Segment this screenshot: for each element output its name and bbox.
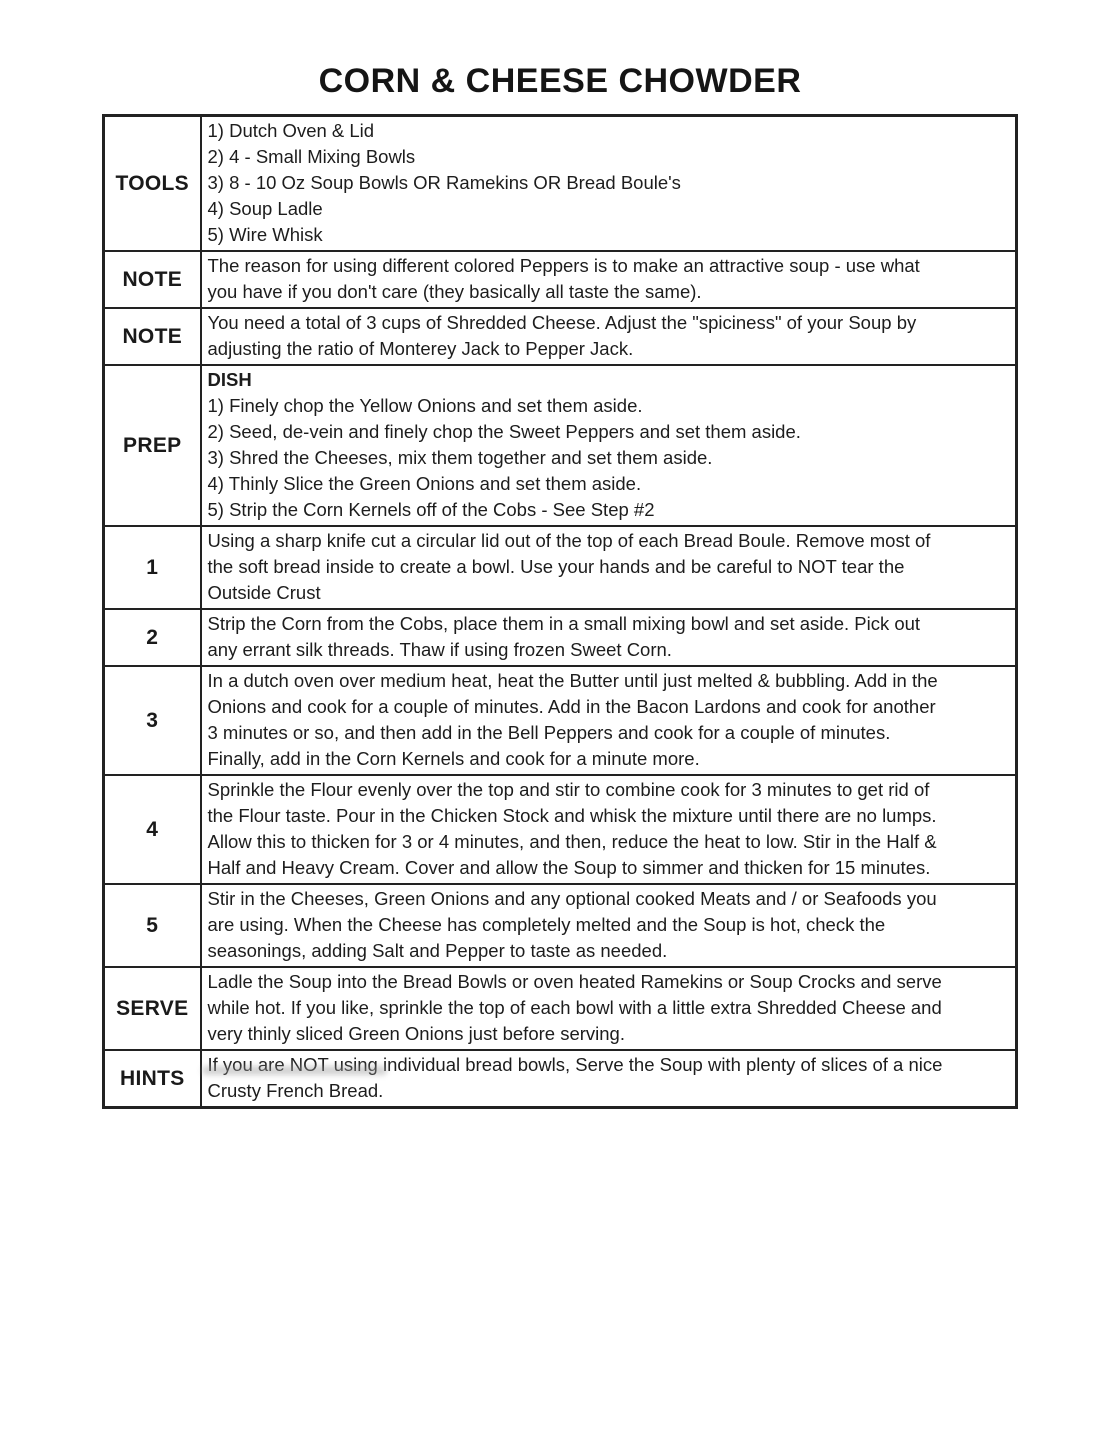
row-content (201, 666, 1017, 775)
row-content (201, 609, 1017, 666)
content-line: any errant silk threads. Thaw if using frozen Sweet Corn. (207, 639, 672, 660)
content-line: 3) 8 - 10 Oz Soup Bowls OR Ramekins OR Bread Boule's (207, 172, 681, 193)
table-row (104, 308, 1017, 365)
content-line: Strip the Corn from the Cobs, place them in a small mixing bowl and set aside. Pick out (207, 613, 921, 634)
content-line: Onions and cook for a couple of minutes. Add in the Bacon Lardons and cook for another (207, 696, 936, 717)
table-row (104, 884, 1017, 967)
table-row (104, 365, 1017, 526)
row-label: 1 (104, 526, 201, 609)
row-label: 3 (104, 666, 201, 775)
content-line: you have if you don't care (they basically all taste the same). (207, 281, 702, 302)
content-line: are using. When the Cheese has completely melted and the Soup is hot, check the (207, 914, 886, 935)
row-label: NOTE (104, 251, 201, 308)
content-line: The reason for using different colored Peppers is to make an attractive soup - use what (207, 255, 920, 276)
content-line: the Flour taste. Pour in the Chicken Stock and whisk the mixture until there are no lumps. (207, 805, 937, 826)
content-line: In a dutch oven over medium heat, heat the Butter until just melted & bubbling. Add in the (207, 670, 938, 691)
content-line: Finally, add in the Corn Kernels and cook for a minute more. (207, 748, 700, 769)
row-label: NOTE (104, 308, 201, 365)
content-line: 5) Strip the Corn Kernels off of the Cobs - See Step #2 (207, 499, 655, 520)
content-line: Stir in the Cheeses, Green Onions and any optional cooked Meats and / or Seafoods you (207, 888, 937, 909)
row-content (201, 365, 1017, 526)
row-label: TOOLS (104, 116, 201, 252)
row-content (201, 967, 1017, 1050)
row-label: PREP (104, 365, 201, 526)
table-row (104, 609, 1017, 666)
content-line: 1) Dutch Oven & Lid (207, 120, 375, 141)
table-row (104, 526, 1017, 609)
row-content (201, 775, 1017, 884)
table-row (104, 666, 1017, 775)
content-line: adjusting the ratio of Monterey Jack to Pepper Jack. (207, 338, 634, 359)
content-line: Crusty French Bread. (207, 1080, 384, 1101)
content-line: the soft bread inside to create a bowl. Use your hands and be careful to NOT tear the (207, 556, 905, 577)
content-line: Outside Crust (207, 582, 321, 603)
content-line: If you are NOT using individual bread bowls, Serve the Soup with plenty of slices of a nice (207, 1054, 943, 1075)
recipe-title: CORN & CHEESE CHOWDER (318, 62, 802, 100)
content-line: 2) 4 - Small Mixing Bowls (207, 146, 416, 167)
content-line: 1) Finely chop the Yellow Onions and set them aside. (207, 395, 643, 416)
content-line: 3 minutes or so, and then add in the Bell Peppers and cook for a couple of minutes. (207, 722, 891, 743)
table-row (104, 116, 1017, 252)
content-line: Using a sharp knife cut a circular lid out of the top of each Bread Boule. Remove most of (207, 530, 931, 551)
content-line: very thinly sliced Green Onions just before serving. (207, 1023, 625, 1044)
content-line: Sprinkle the Flour evenly over the top and stir to combine cook for 3 minutes to get rid of (207, 779, 930, 800)
recipe-table-body (104, 116, 1017, 1108)
row-content (201, 526, 1017, 609)
content-line: 5) Wire Whisk (207, 224, 323, 245)
row-content (201, 308, 1017, 365)
scan-artifact (202, 1066, 387, 1075)
content-line: Half and Heavy Cream. Cover and allow the Soup to simmer and thicken for 15 minutes. (207, 857, 931, 878)
row-label: SERVE (104, 967, 201, 1050)
row-content (201, 251, 1017, 308)
row-content (201, 116, 1017, 252)
content-line: 2) Seed, de-vein and finely chop the Sweet Peppers and set them aside. (207, 421, 801, 442)
content-line: You need a total of 3 cups of Shredded Cheese. Adjust the "spiciness" of your Soup by (207, 312, 917, 333)
table-row (104, 775, 1017, 884)
row-label: 4 (104, 775, 201, 884)
table-row (104, 251, 1017, 308)
row-content (201, 884, 1017, 967)
row-label: 2 (104, 609, 201, 666)
row-label: HINTS (104, 1050, 201, 1108)
content-line: 4) Thinly Slice the Green Onions and set them aside. (207, 473, 642, 494)
row-content (201, 1050, 1017, 1108)
content-line: Allow this to thicken for 3 or 4 minutes, and then, reduce the heat to low. Stir in the Half & (207, 831, 937, 852)
content-line: 4) Soup Ladle (207, 198, 323, 219)
table-row (104, 1050, 1017, 1108)
content-line: seasonings, adding Salt and Pepper to taste as needed. (207, 940, 668, 961)
table-row (104, 967, 1017, 1050)
row-label: 5 (104, 884, 201, 967)
content-line: while hot. If you like, sprinkle the top of each bowl with a little extra Shredded Cheese and (207, 997, 942, 1018)
content-line: Ladle the Soup into the Bread Bowls or oven heated Ramekins or Soup Crocks and serve (207, 971, 942, 992)
content-heading: DISH (207, 369, 252, 390)
content-line: 3) Shred the Cheeses, mix them together and set them aside. (207, 447, 713, 468)
recipe-table (102, 114, 1018, 1109)
